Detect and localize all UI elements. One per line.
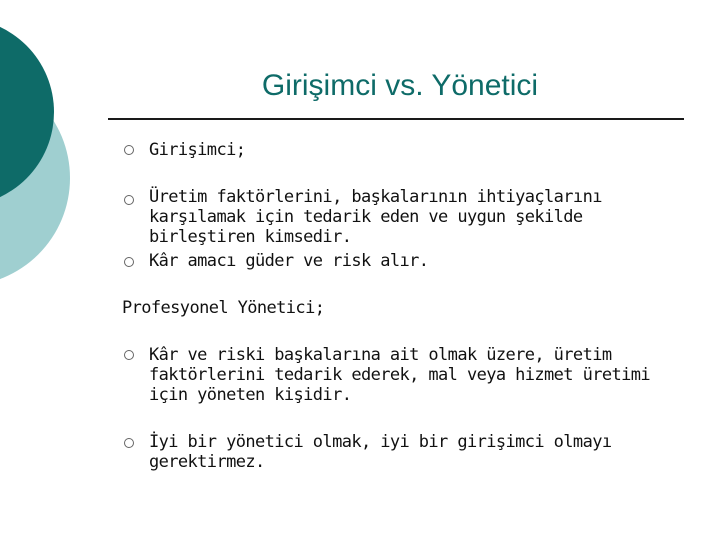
circle-bullet-icon [124, 257, 134, 267]
bullet-entrepreneur-profit: Kâr amacı güder ve risk alır. [149, 251, 429, 271]
decorative-circles [0, 0, 90, 300]
slide-title: Girişimci vs. Yönetici [261, 69, 539, 102]
circle-bullet-icon [124, 438, 134, 448]
section-heading-professional-manager: Profesyonel Yönetici; [122, 298, 325, 318]
bullet-entrepreneur-definition: Üretim faktörlerini, başkalarının ihtiyaçlarını karşılamak için tedarik eden ve uygun şekilde birleştiren kimsedir. [149, 187, 602, 247]
bullet-entrepreneur-heading: Girişimci; [149, 140, 246, 160]
title-divider [108, 118, 684, 120]
circle-bullet-icon [124, 350, 134, 360]
circle-bullet-icon [124, 195, 134, 205]
bullet-manager-definition: Kâr ve riski başkalarına ait olmak üzere, üretim faktörlerini tedarik ederek, mal veya hizmet üretimi için yöneten kişidir. [149, 345, 651, 405]
circle-bullet-icon [124, 145, 134, 155]
bullet-manager-note: İyi bir yönetici olmak, iyi bir girişimci olmayı gerektirmez. [149, 432, 612, 472]
